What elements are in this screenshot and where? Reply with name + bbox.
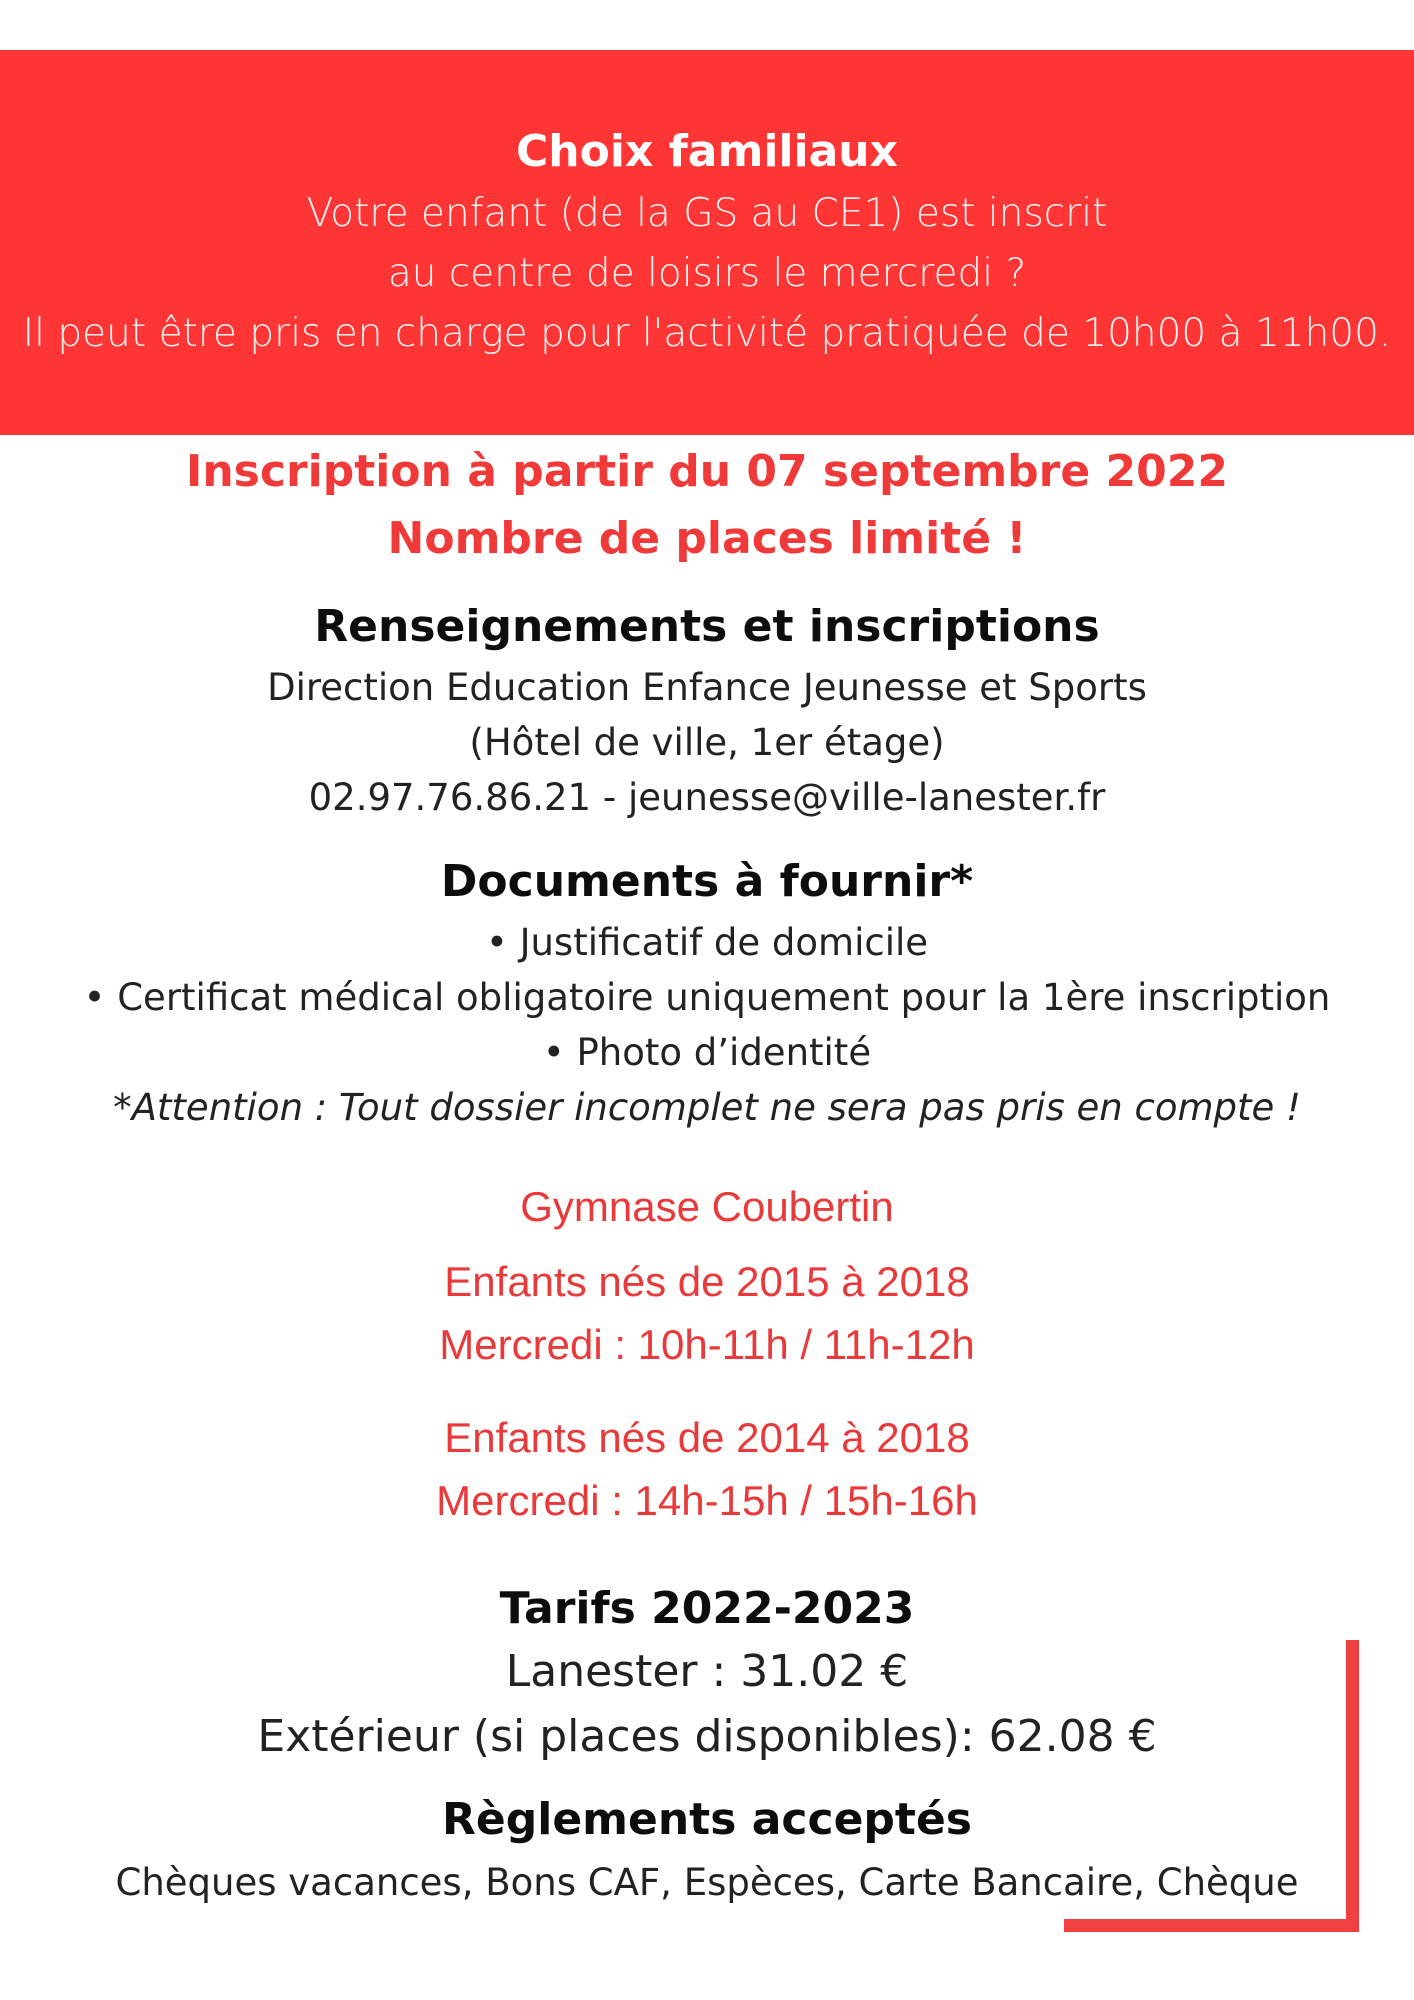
group2-schedule: Mercredi : 14h-15h / 15h-16h	[436, 1477, 978, 1524]
document-item: • Certificat médical obligatoire uniquement pour la 1ère inscription	[83, 976, 1331, 1019]
banner-line-1: Votre enfant (de la GS au CE1) est inscrit	[306, 191, 1108, 236]
tarif-lanester: Lanester : 31.02 €	[505, 1646, 909, 1697]
group1-label: Enfants nés de 2015 à 2018	[444, 1258, 970, 1305]
corner-accent-horizontal	[1064, 1919, 1359, 1932]
group1-schedule: Mercredi : 10h-11h / 11h-12h	[439, 1321, 975, 1368]
banner-title: Choix familiaux	[516, 126, 898, 177]
payment-methods: Chèques vacances, Bons CAF, Espèces, Carte Bancaire, Chèque	[115, 1861, 1299, 1904]
info-direction: Direction Education Enfance Jeunesse et Sports	[267, 666, 1147, 709]
header-banner	[0, 50, 1414, 435]
documents-note: *Attention : Tout dossier incomplet ne sera pas pris en compte !	[113, 1086, 1301, 1129]
info-heading: Renseignements et inscriptions	[314, 601, 1100, 652]
reglements-heading: Règlements acceptés	[442, 1794, 972, 1845]
banner-line-3: Il peut être pris en charge pour l'activité pratiquée de 10h00 à 11h00.	[22, 311, 1392, 356]
tarifs-heading: Tarifs 2022-2023	[499, 1583, 915, 1634]
document-item: • Photo d’identité	[542, 1031, 872, 1074]
limited-places-notice: Nombre de places limité !	[387, 513, 1027, 564]
info-location: (Hôtel de ville, 1er étage)	[469, 721, 945, 764]
venue-name: Gymnase Coubertin	[520, 1183, 894, 1230]
registration-date: Inscription à partir du 07 septembre 2022	[185, 446, 1228, 497]
info-contact: 02.97.76.86.21 - jeunesse@ville-lanester.fr	[308, 776, 1106, 819]
corner-accent-vertical	[1346, 1640, 1359, 1932]
document-item: • Justificatif de domicile	[485, 921, 929, 964]
tarif-exterieur: Extérieur (si places disponibles): 62.08 €	[257, 1711, 1157, 1762]
documents-heading: Documents à fournir*	[440, 856, 974, 907]
group2-label: Enfants nés de 2014 à 2018	[444, 1414, 970, 1461]
banner-line-2: au centre de loisirs le mercredi ?	[387, 251, 1027, 296]
